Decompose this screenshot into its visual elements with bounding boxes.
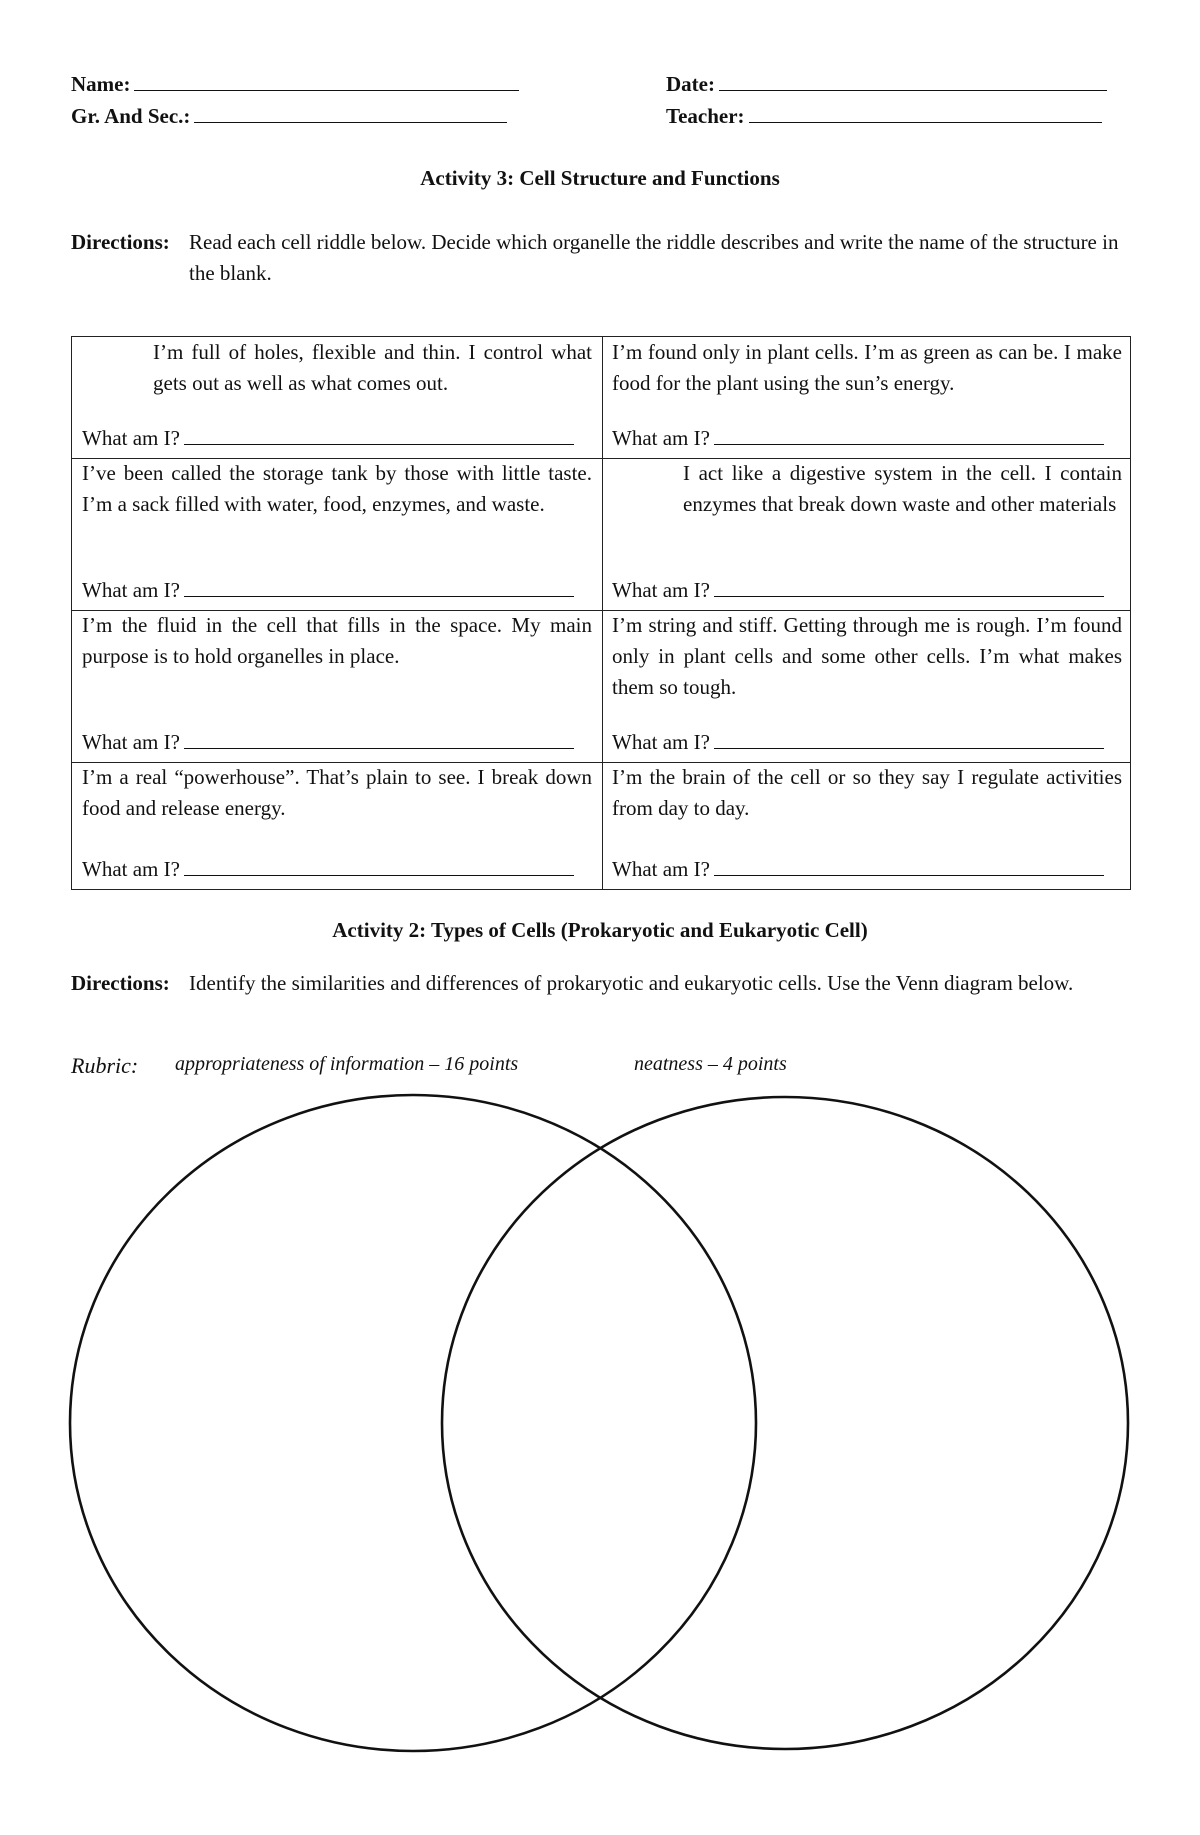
venn-circle-left[interactable] [70,1095,756,1751]
date-label: Date: [666,72,715,96]
activity3-directions [71,227,1131,289]
riddle-answer[interactable] [82,727,594,758]
answer-blank[interactable] [714,730,1104,749]
rubric-item-information: appropriateness of information – 16 points [175,1053,519,1075]
rubric-item-neatness: neatness – 4 points [634,1053,787,1075]
riddle-text: I’m the fluid in the cell that fills in the space. My main purpose is to hold organelles in place. [82,613,592,668]
riddle-cell-6 [602,610,1132,762]
riddle-text: I’m found only in plant cells. I’m as green as can be. I make food for the plant using the sun’s energy. [612,340,1122,395]
directions-text: Read each cell riddle below. Decide which organelle the riddle describes and write the name of the structure in the blank. [189,230,1119,285]
riddle-text: I’m a real “powerhouse”. That’s plain to see. I break down food and release energy. [82,765,592,820]
name-field[interactable] [71,72,519,97]
riddle-question: What am I? [82,578,180,602]
grade-section-label: Gr. And Sec.: [71,104,191,128]
riddle-answer[interactable] [612,575,1124,606]
riddle-question: What am I? [82,857,180,881]
riddle-answer[interactable] [82,854,594,885]
answer-blank[interactable] [714,426,1104,445]
riddle-question: What am I? [612,578,710,602]
answer-blank[interactable] [184,857,574,876]
directions-label: Directions: [71,230,170,254]
riddle-answer[interactable] [82,423,594,454]
answer-blank[interactable] [184,730,574,749]
directions-label: Directions: [71,971,170,995]
name-blank[interactable] [134,72,519,91]
teacher-blank[interactable] [749,104,1102,123]
date-field[interactable] [666,72,1107,97]
riddle-cell-3 [72,458,602,610]
teacher-field[interactable] [666,104,1102,129]
riddle-question: What am I? [82,426,180,450]
name-label: Name: [71,72,131,96]
riddle-answer[interactable] [612,854,1124,885]
riddle-text: I’ve been called the storage tank by those with little taste. I’m a sack filled with water, food, enzymes, and waste. [82,461,592,516]
riddle-question: What am I? [612,730,710,754]
riddle-answer[interactable] [82,575,594,606]
teacher-label: Teacher: [666,104,745,128]
rubric-label: Rubric: [71,1053,139,1078]
grade-section-field[interactable] [71,104,507,129]
grade-section-blank[interactable] [194,104,507,123]
activity2-directions [71,969,1131,997]
date-blank[interactable] [719,72,1107,91]
activity3-title: Activity 3: Cell Structure and Functions [420,166,780,190]
riddle-text: I act like a digestive system in the cell. I contain enzymes that break down waste and other materials [683,461,1122,516]
directions-text: Identify the similarities and differences of prokaryotic and eukaryotic cells. Use the Venn diagram below. [189,971,1074,995]
riddle-cell-2 [602,337,1132,458]
riddle-cell-4 [602,458,1132,610]
riddle-question: What am I? [612,857,710,881]
riddle-cell-5 [72,610,602,762]
riddle-question: What am I? [612,426,710,450]
venn-diagram [0,1090,1200,1835]
riddle-cell-8 [602,762,1132,889]
answer-blank[interactable] [184,578,574,597]
riddle-question: What am I? [82,730,180,754]
venn-circle-right[interactable] [442,1097,1128,1749]
riddle-table [71,336,1131,890]
riddle-cell-7 [72,762,602,889]
riddle-answer[interactable] [612,727,1124,758]
answer-blank[interactable] [714,578,1104,597]
riddle-text: I’m full of holes, flexible and thin. I control what gets out as well as what comes out. [153,340,592,395]
activity2-title: Activity 2: Types of Cells (Prokaryotic and Eukaryotic Cell) [332,918,868,942]
answer-blank[interactable] [184,426,574,445]
answer-blank[interactable] [714,857,1104,876]
riddle-text: I’m string and stiff. Getting through me is rough. I’m found only in plant cells and some other cells. I’m what makes them so tough. [612,613,1122,699]
riddle-cell-1 [72,337,602,458]
riddle-text: I’m the brain of the cell or so they say I regulate activities from day to day. [612,765,1122,820]
riddle-answer[interactable] [612,423,1124,454]
